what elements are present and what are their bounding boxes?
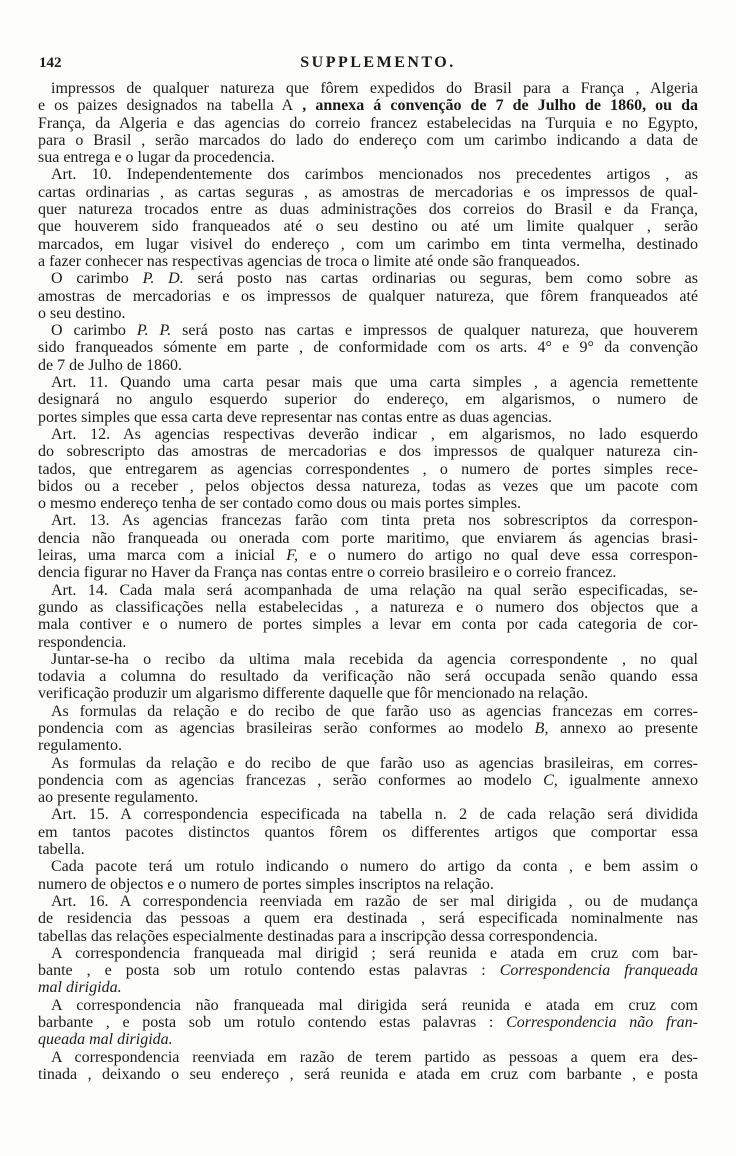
body-text — [38, 80, 698, 1083]
text-line — [38, 201, 698, 218]
text-line — [38, 720, 698, 737]
text-segment: sido franqueados sómente em parte , de conformidade com os arts. 4° e 9° da convenção — [38, 339, 698, 357]
text-line — [38, 97, 698, 114]
text-segment: respondencia. — [38, 633, 127, 651]
text-line — [38, 616, 698, 633]
running-head: SUPPLEMENTO. — [300, 54, 456, 71]
paragraph — [38, 651, 698, 703]
text-line — [38, 184, 698, 201]
text-line — [38, 426, 698, 443]
text-segment: marcados, em lugar visivel do endereço , com um carimbo em tinta vermelha, destinado — [38, 235, 698, 253]
text-line — [38, 478, 698, 495]
paragraph — [38, 270, 698, 322]
text-line — [38, 945, 698, 962]
text-line — [38, 841, 698, 858]
text-segment: numero de objectos e o numero de portes simples inscriptos na relação. — [38, 875, 494, 893]
text-segment: portes simples que essa carta deve representar nas contas entre as duas agencias. — [38, 408, 553, 426]
text-segment: Art. 10. Independentemente dos carimbos mencionados nos precedentes artigos , as — [51, 166, 698, 184]
text-line — [38, 772, 698, 789]
text-line — [38, 599, 698, 616]
text-line — [38, 582, 698, 599]
text-segment: o mesmo endereço tenha de ser contado como dous ou mais portes simples. — [38, 495, 521, 513]
emphasized-text: P. P. — [136, 322, 172, 340]
text-segment: Cada pacote terá um rotulo indicando o numero do artigo da conta , e bem assim o — [51, 858, 698, 876]
text-line — [38, 288, 698, 305]
text-line — [38, 495, 698, 512]
text-line — [38, 461, 698, 478]
text-segment: que houverem sido franqueados até o seu destino ou até um limite qualquer , serão — [38, 218, 698, 236]
emphasized-text: P. D. — [142, 270, 184, 288]
text-line — [38, 115, 698, 132]
text-line — [38, 876, 698, 893]
text-segment: O carimbo — [51, 270, 143, 288]
paragraph — [38, 80, 698, 166]
text-segment: ao presente regulamento. — [38, 789, 199, 807]
text-line — [38, 357, 698, 374]
text-line — [38, 651, 698, 668]
text-line — [38, 166, 698, 183]
paragraph — [38, 322, 698, 374]
text-line — [38, 997, 698, 1014]
text-line — [38, 668, 698, 685]
text-segment: dencia não franqueada ou onerada com porte maritimo, que enviarem ás agencias brasi- — [38, 529, 698, 547]
paragraph — [38, 703, 698, 755]
paragraph — [38, 374, 698, 426]
text-segment: A correspondencia franqueada mal dirigid ; será reunida e atada em cruz com bar- — [51, 944, 698, 962]
text-line — [38, 824, 698, 841]
text-segment: o seu destino. — [38, 304, 126, 322]
text-segment: bidos ou a receber , pelos objectos dessa natureza, todas as vezes que um pacote com — [38, 477, 698, 495]
text-line — [38, 910, 698, 927]
emphasized-text: mal dirigida. — [38, 979, 122, 997]
paragraph — [38, 945, 698, 997]
text-segment: tados, que entregarem as agencias correspondentes , o numero de portes simples rece- — [38, 460, 698, 478]
page-number: 142 — [39, 55, 62, 71]
text-line — [38, 703, 698, 720]
text-line — [38, 1066, 698, 1083]
text-segment: As formulas da relação e do recibo de que farão uso as agencias brasileiras, em corres- — [51, 754, 698, 772]
text-segment: A correspondencia não franqueada mal dirigida será reunida e atada em cruz com — [51, 996, 698, 1014]
text-line — [38, 322, 698, 339]
text-segment: tabella. — [38, 841, 85, 859]
text-segment: Art. 12. As agencias respectivas deverão indicar , em algarismos, no lado esquerdo — [51, 425, 698, 443]
text-line — [38, 80, 698, 97]
paragraph — [38, 512, 698, 581]
paragraph — [38, 755, 698, 807]
text-segment: gundo as classificações nella estabelecidas , a natureza e o numero dos objectos que a — [38, 598, 698, 616]
text-segment: e os paizes designados na tabella — [38, 97, 282, 115]
text-segment: Juntar-se-ha o recibo da ultima mala recebida da agencia correspondente , no qual — [51, 650, 698, 668]
text-line — [38, 149, 698, 166]
text-segment: todavia a columna do resultado da verificação não será occupada senão quando essa — [38, 668, 698, 686]
text-segment: quer natureza trocados entre as duas administrações dos correios do Brasil e da França, — [38, 201, 698, 219]
text-segment: em tantos pacotes distinctos quantos fôrem os differentes artigos que comportar essa — [38, 823, 698, 841]
paragraph — [38, 997, 698, 1049]
text-line — [38, 374, 698, 391]
text-line — [38, 512, 698, 529]
paragraph — [38, 426, 698, 512]
text-line — [38, 634, 698, 651]
paragraph — [38, 582, 698, 651]
text-segment: igualmente annexo — [557, 771, 698, 789]
text-line — [38, 305, 698, 322]
text-line — [38, 737, 698, 754]
text-line — [38, 928, 698, 945]
text-segment: mala contiver e o numero de portes simples a levar em conta por cada categoria de cor- — [38, 616, 698, 634]
paragraph — [38, 858, 698, 893]
paragraph — [38, 166, 698, 270]
text-line — [38, 218, 698, 235]
text-line — [38, 1031, 698, 1048]
text-segment: leiras, uma marca com a inicial — [38, 547, 287, 565]
text-segment: pondencia com as agencias francezas , serão conformes ao modelo — [38, 771, 544, 789]
text-segment: de residencia das pessoas a quem era destinada , será especificada nominalmente nas — [38, 910, 698, 928]
text-segment: tinada , deixando o seu endereço , será reunida e atada em cruz com barbante , e posta — [38, 1065, 698, 1083]
text-segment: será posto nas cartas ordinarias ou seguras, bem como sobre as — [183, 270, 698, 288]
text-segment: amostras de mercadorias e os impressos de qualquer natureza, que fôrem franqueados até — [38, 287, 698, 305]
text-segment: sua entrega e o lugar da procedencia. — [38, 149, 275, 167]
text-line — [38, 391, 698, 408]
text-segment: Art. 13. As agencias francezas farão com tinta preta nos sobrescriptos da correspon- — [51, 512, 698, 530]
text-segment: bante , e posta sob um rotulo contendo estas palavras : — [38, 962, 500, 980]
text-line — [38, 893, 698, 910]
text-segment: regulamento. — [38, 737, 122, 755]
text-line — [38, 253, 698, 270]
text-segment: para o Brasil , serão marcados do lado do endereço com um carimbo indicando a data de — [38, 131, 698, 149]
text-segment: do sobrescripto das amostras de mercadorias e dos impressos de qualquer natureza cin- — [38, 443, 698, 461]
text-line — [38, 564, 698, 581]
text-line — [38, 806, 698, 823]
text-segment: designará no angulo esquerdo superior do endereço, em algarismos, o numero de — [38, 391, 698, 409]
emphasized-text: C, — [543, 771, 558, 789]
emphasized-text: queada mal dirigida. — [38, 1031, 173, 1049]
text-segment: de 7 de Julho de 1860. — [38, 356, 182, 374]
text-segment: A correspondencia reenviada em razão de terem partido as pessoas a quem era des- — [51, 1048, 698, 1066]
text-segment: Art. 16. A correspondencia reenviada em razão de ser mal dirigida , ou de mudança — [51, 892, 698, 910]
text-line — [38, 132, 698, 149]
text-line — [38, 1049, 698, 1066]
paragraph — [38, 806, 698, 858]
text-segment: impressos de qualquer natureza que fôrem expedidos do Brasil para a França , Algeria — [51, 80, 698, 97]
text-segment: Art. 14. Cada mala será acompanhada de uma relação na qual serão especificadas, se- — [51, 581, 698, 599]
text-segment: O carimbo — [51, 322, 137, 340]
emphasized-text: Correspondencia não fran- — [506, 1014, 698, 1032]
text-segment: a fazer conhecer nas respectivas agencias de troca o limite até onde são franqueados. — [38, 252, 580, 270]
paragraph — [38, 893, 698, 945]
text-segment: barbante , e posta sob um rotulo contendo estas palavras : — [38, 1014, 507, 1032]
text-line — [38, 409, 698, 426]
text-line — [38, 547, 698, 564]
text-line — [38, 685, 698, 702]
text-line — [38, 530, 698, 547]
emphasized-text: F, — [286, 547, 298, 565]
text-line — [38, 962, 698, 979]
text-segment: verificação produzir um algarismo differente daquelle que fôr mencionado na relação. — [38, 685, 589, 703]
text-line — [38, 979, 698, 996]
paragraph — [38, 1049, 698, 1084]
text-segment: e o numero do artigo no qual deve essa correspon- — [297, 547, 698, 565]
text-segment: será posto nas cartas e impressos de qualquer natureza, que houverem — [171, 322, 699, 340]
text-segment: pondencia com as agencias brasileiras serão conformes ao modelo — [38, 719, 535, 737]
text-segment: A — [281, 97, 294, 115]
text-line — [38, 339, 698, 356]
emphasized-text: B, — [534, 719, 549, 737]
text-segment: As formulas da relação e do recibo de que farão uso as agencias francezas em corres- — [51, 702, 698, 720]
text-line — [38, 755, 698, 772]
text-line — [38, 236, 698, 253]
emphasized-text: Correspondencia franqueada — [499, 962, 698, 980]
text-line — [38, 443, 698, 460]
text-segment: França, da Algeria e das agencias do correio francez estabelecidas na Turquia e no Egypto, — [38, 114, 698, 132]
text-segment: Art. 15. A correspondencia especificada na tabella n. 2 de cada relação será dividida — [51, 806, 698, 824]
text-line — [38, 1014, 698, 1031]
text-line — [38, 789, 698, 806]
text-line — [38, 858, 698, 875]
text-segment: cartas ordinarias , as cartas seguras , as amostras de mercadorias e os impressos de qual- — [38, 183, 698, 201]
text-line — [38, 270, 698, 287]
text-segment: tabellas das relações especialmente destinadas para a inscripção dessa correspondencia. — [38, 927, 598, 945]
text-segment: dencia figurar no Haver da França nas contas entre o correio brasileiro e o correio francez. — [38, 564, 617, 582]
text-segment: Art. 11. Quando uma carta pesar mais que uma carta simples , a agencia remettente — [51, 374, 698, 392]
emphasized-text: , annexa á convenção de 7 de Julho de 1860, ou da — [293, 97, 698, 115]
text-segment: annexo ao presente — [548, 719, 699, 737]
